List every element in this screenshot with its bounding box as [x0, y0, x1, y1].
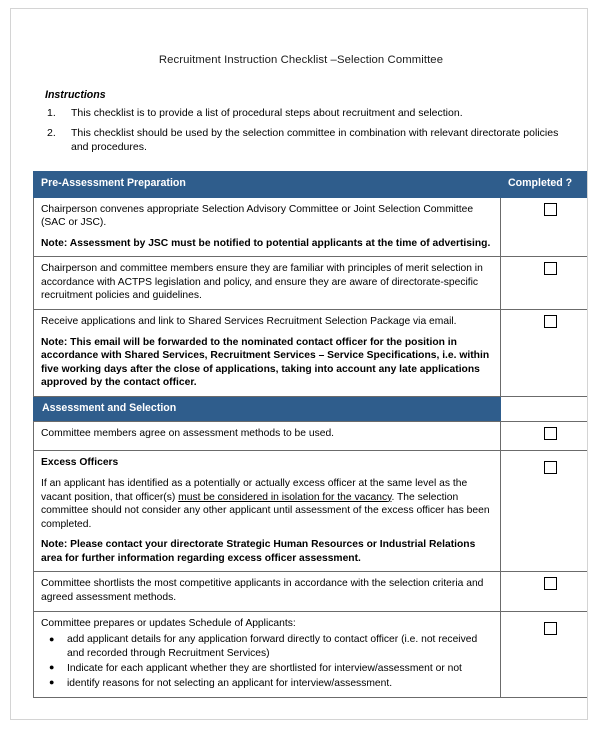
instruction-text: This checklist is to provide a list of procedural steps about recruitment and selection.	[71, 106, 463, 119]
section-header-assessment-and-selection: Assessment and Selection	[34, 396, 501, 421]
table-row	[34, 309, 589, 396]
checklist-item-cell	[34, 572, 501, 611]
item-heading: Excess Officers	[41, 457, 119, 469]
completed-cell[interactable]	[501, 572, 589, 611]
checkbox[interactable]	[544, 622, 557, 635]
instruction-item	[45, 127, 569, 155]
checkbox[interactable]	[544, 427, 557, 440]
checklist-item-cell	[34, 309, 501, 396]
document-body	[33, 53, 573, 698]
completed-cell[interactable]	[501, 421, 589, 451]
checklist-item-cell	[34, 257, 501, 310]
list-item-text: identify reasons for not selecting an applicant for interview/assessment.	[67, 677, 393, 689]
section-header-pre-assessment: Pre-Assessment Preparation	[34, 171, 501, 197]
checklist-item-cell	[34, 197, 501, 257]
document-page	[10, 8, 588, 720]
completed-cell[interactable]	[501, 197, 589, 257]
item-text: Chairperson convenes appropriate Selection Advisory Committee or Joint Selection Committee (SAC or JSC).	[41, 203, 474, 229]
completed-cell[interactable]	[501, 309, 589, 396]
completed-cell[interactable]	[501, 611, 589, 698]
checklist-table	[33, 171, 588, 699]
list-item	[41, 662, 493, 676]
table-row	[34, 421, 589, 451]
column-header-completed: Completed ?	[501, 171, 589, 197]
section-header-row-assessment	[34, 396, 589, 421]
checkbox[interactable]	[544, 461, 557, 474]
table-row	[34, 451, 589, 572]
table-row	[34, 611, 589, 698]
table-row	[34, 197, 589, 257]
bullet-icon: ●	[49, 662, 55, 673]
checklist-item-cell	[34, 611, 501, 698]
instruction-text: This checklist should be used by the selection committee in combination with relevant directorate policies and procedures.	[71, 126, 559, 153]
completed-cell[interactable]	[501, 451, 589, 572]
table-row	[34, 257, 589, 310]
section-header-spacer-cell	[501, 396, 589, 421]
checkbox[interactable]	[544, 203, 557, 216]
instruction-number: 1.	[47, 106, 56, 119]
instructions-heading: Instructions	[45, 88, 106, 101]
list-item-text: Indicate for each applicant whether they are shortlisted for interview/assessment or not	[67, 662, 462, 674]
item-text: Chairperson and committee members ensure they are familiar with principles of merit selection in accordance with ACTPS legislation and policy, and ensure they are aware of directorate-specific recruitment policies and guidelines.	[41, 263, 483, 302]
checklist-item-cell	[34, 421, 501, 451]
table-header-row	[34, 171, 589, 197]
item-text-pre: If an applicant has identified as a potentially or actually excess officer at the same level as the vacant position, that officer(s)	[41, 477, 468, 503]
checkbox[interactable]	[544, 315, 557, 328]
page-title: Recruitment Instruction Checklist –Selection Committee	[158, 54, 444, 66]
item-note: Note: Assessment by JSC must be notified to potential applicants at the time of advertising.	[41, 237, 491, 249]
list-item	[41, 677, 493, 691]
list-item-text: add applicant details for any application forward directly to contact officer (i.e. not received and recorded through Recruitment Services)	[67, 634, 478, 659]
item-text: Committee members agree on assessment methods to be used.	[41, 427, 335, 439]
item-text-post: . The selection committee should not consider any other applicant until assessment of the excess officer has been completed.	[41, 491, 490, 530]
item-note: Note: This email will be forwarded to the nominated contact officer for the position in accordance with Shared Services, Recruitment Services – Service Specifications, i.e. within five working days after the close of applications, taking into account any late applications approved by the contact officer.	[41, 336, 490, 389]
item-text-underlined: must be considered in isolation for the vacancy	[178, 491, 392, 503]
bullet-icon: ●	[49, 633, 55, 644]
checklist-item-cell	[34, 451, 501, 572]
item-text	[41, 477, 493, 531]
checkbox[interactable]	[544, 262, 557, 275]
item-intro: Committee prepares or updates Schedule of Applicants:	[41, 617, 296, 629]
bullet-icon: ●	[49, 677, 55, 688]
completed-cell[interactable]	[501, 257, 589, 310]
instruction-item	[45, 107, 569, 121]
instruction-number: 2.	[47, 126, 56, 139]
table-row	[34, 572, 589, 611]
item-bullet-list	[41, 633, 493, 690]
item-text: Committee shortlists the most competitive applicants in accordance with the selection criteria and agreed assessment methods.	[41, 578, 484, 604]
checkbox[interactable]	[544, 577, 557, 590]
instructions-list	[33, 107, 569, 155]
item-text: Receive applications and link to Shared Services Recruitment Selection Package via email.	[41, 315, 457, 327]
item-note: Note: Please contact your directorate Strategic Human Resources or Industrial Relations area for further information regarding excess officer assessment.	[41, 539, 476, 564]
list-item	[41, 633, 493, 661]
